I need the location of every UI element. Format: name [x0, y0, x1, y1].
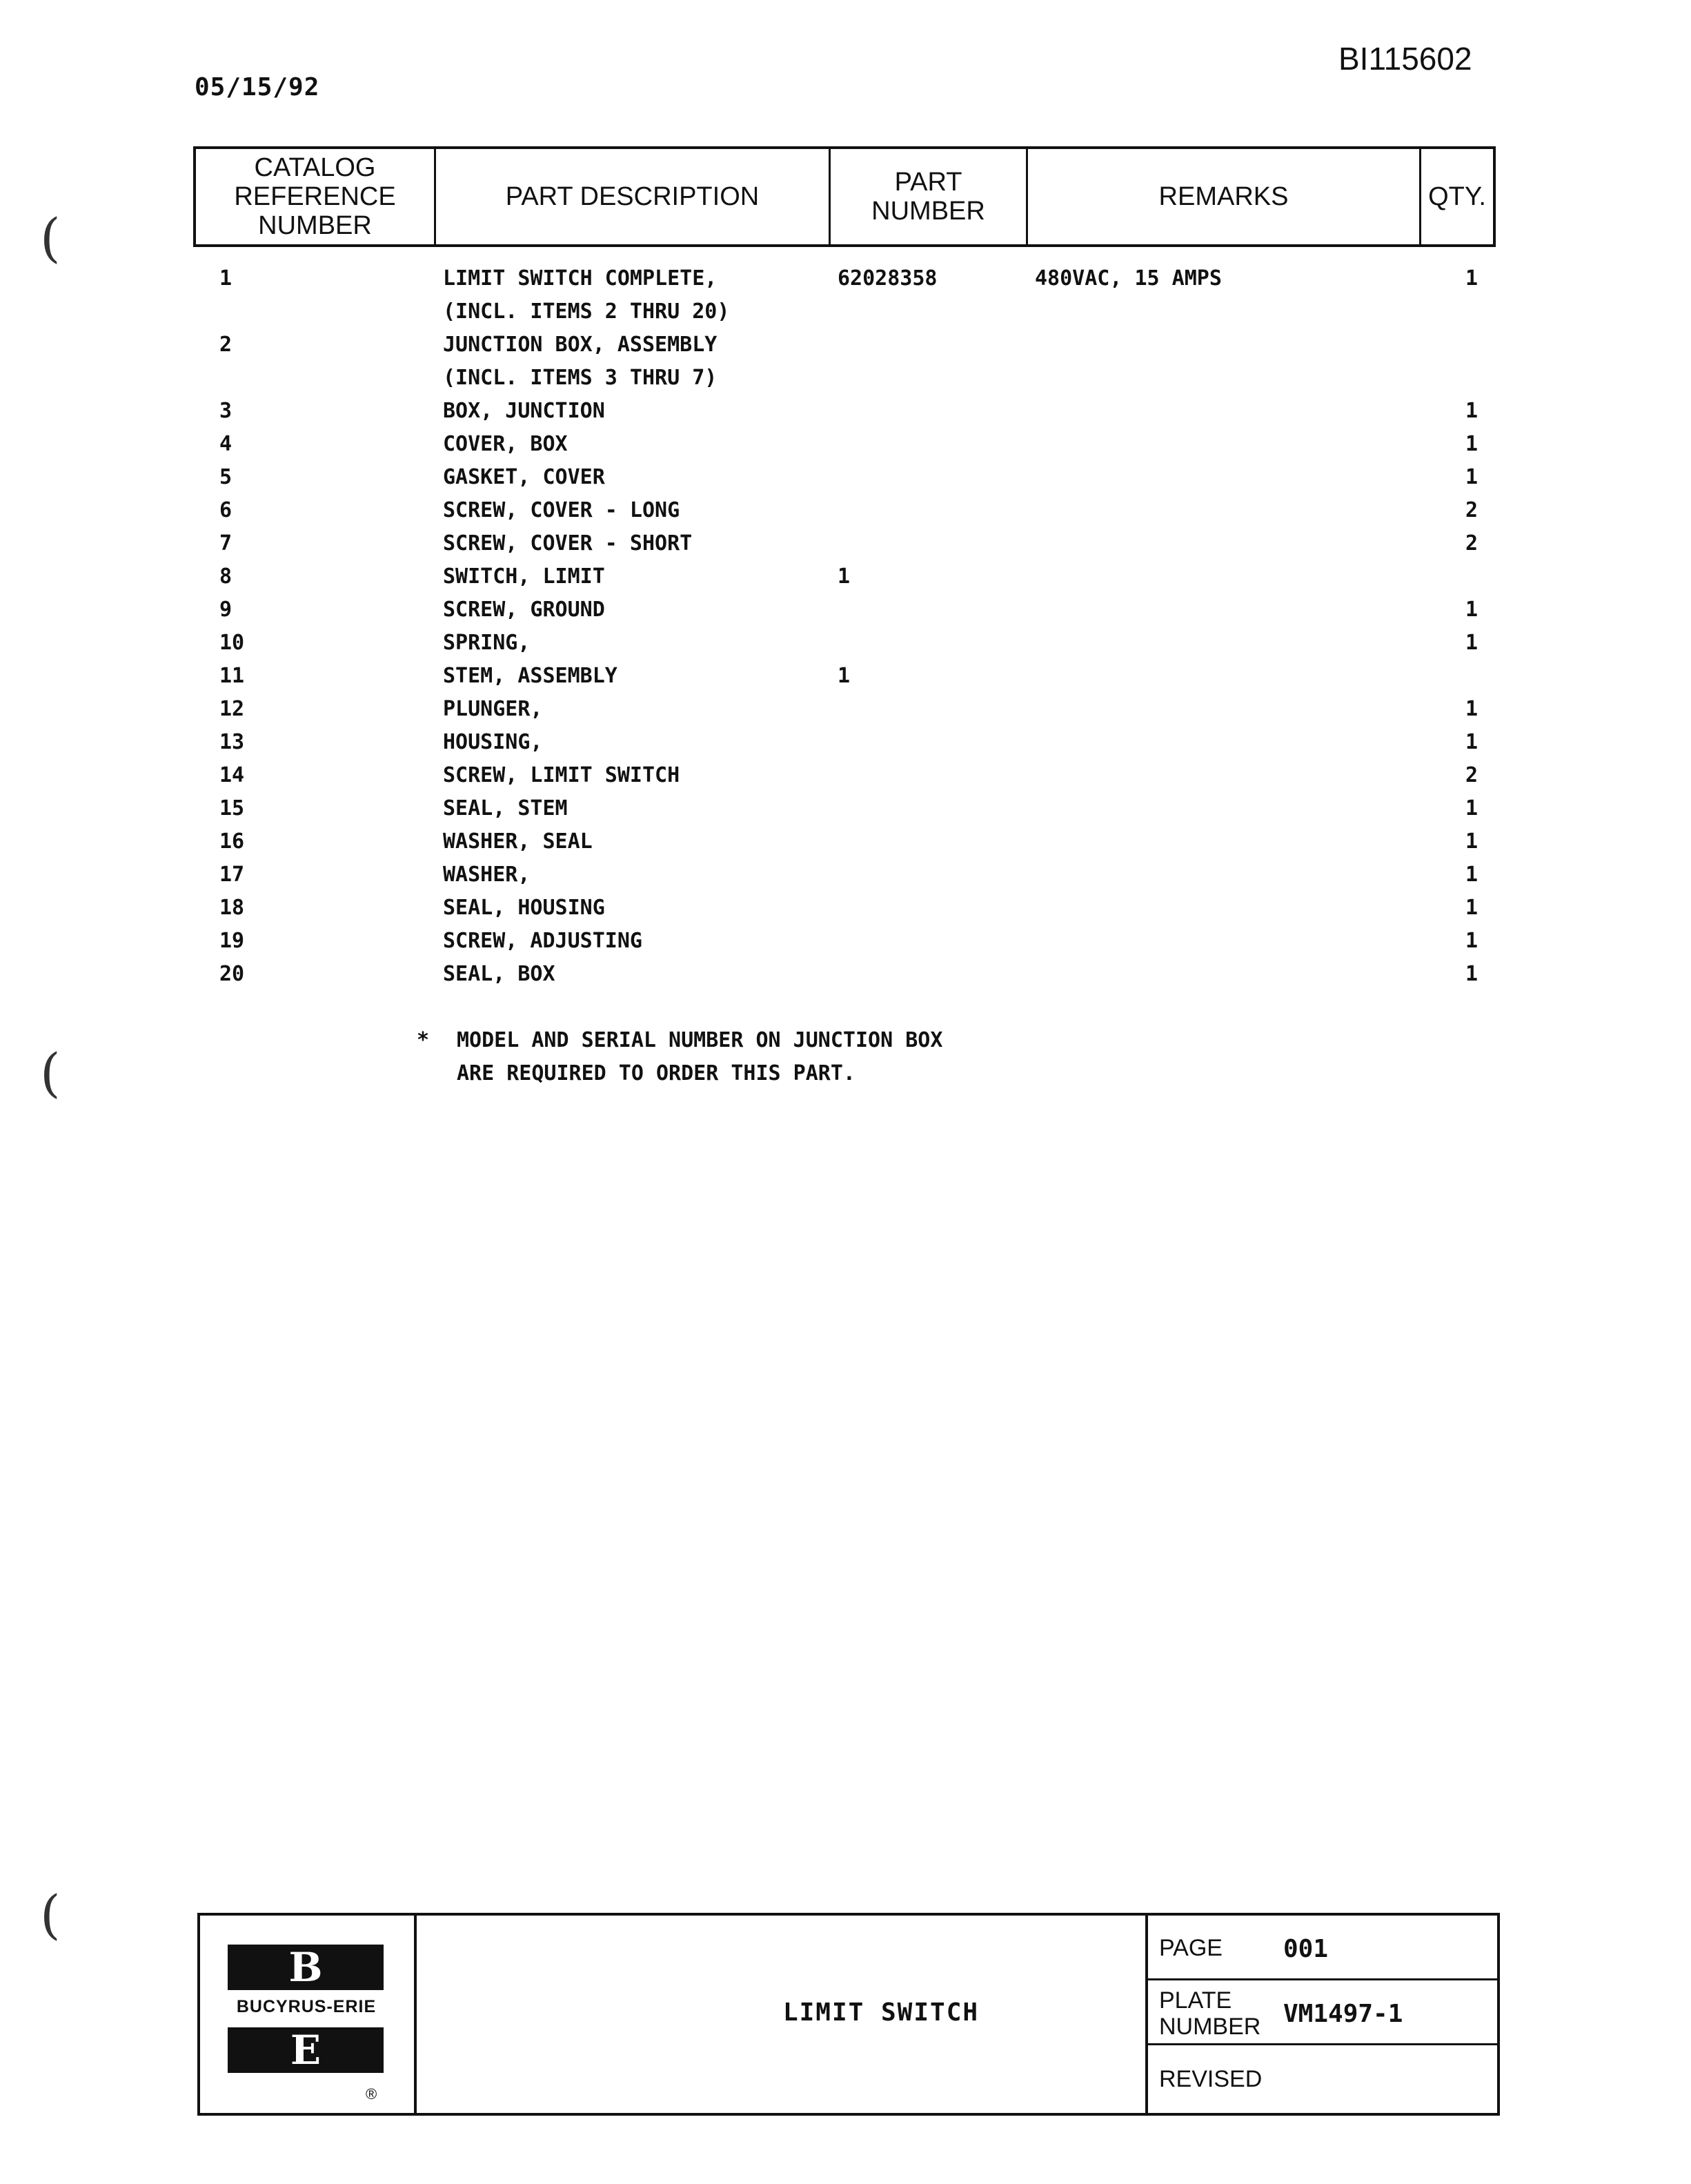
logo-b-mark: B: [228, 1945, 384, 1990]
catalog-reference-number: 1: [219, 266, 233, 291]
catalog-reference-number: 9: [219, 598, 233, 622]
part-description: STEM, ASSEMBLY: [443, 664, 617, 688]
quantity: 1: [1465, 266, 1479, 291]
catalog-reference-number: 7: [219, 531, 233, 555]
part-description: SCREW, COVER - LONG: [443, 498, 680, 522]
quantity: 1: [1465, 896, 1479, 920]
info-cell: [1145, 1916, 1497, 2113]
document-id: BI115602: [1338, 41, 1472, 77]
part-number: 62028358: [838, 266, 938, 291]
table-row: [0, 564, 1691, 598]
table-row: [0, 962, 1691, 995]
page-row: [1148, 1916, 1497, 1980]
catalog-reference-number: 19: [219, 929, 245, 953]
part-description: LIMIT SWITCH COMPLETE,: [443, 266, 718, 291]
catalog-reference-number: 4: [219, 432, 233, 456]
table-row: [0, 498, 1691, 531]
part-description: BOX, JUNCTION: [443, 399, 605, 423]
logo-company-name: BUCYRUS-ERIE: [236, 1997, 377, 2016]
note-line: MODEL AND SERIAL NUMBER ON JUNCTION BOX: [457, 1028, 943, 1052]
catalog-reference-number: 15: [219, 796, 245, 820]
plate-number-row: [1148, 1980, 1497, 2045]
part-description: (INCL. ITEMS 3 THRU 7): [443, 366, 718, 390]
table-row: [0, 366, 1691, 399]
table-row: [0, 796, 1691, 829]
binder-hole-mark: (: [40, 1042, 61, 1103]
part-description: (INCL. ITEMS 2 THRU 20): [443, 299, 730, 324]
quantity: 1: [1465, 598, 1479, 622]
parts-list: [0, 266, 1691, 995]
part-description: SEAL, STEM: [443, 796, 568, 820]
quantity: 1: [1465, 697, 1479, 721]
table-row: [0, 829, 1691, 863]
company-logo: [200, 1916, 417, 2113]
quantity: 1: [1465, 730, 1479, 754]
catalog-reference-number: 14: [219, 763, 245, 787]
ordering-note: [417, 1024, 942, 1090]
part-description: SCREW, ADJUSTING: [443, 929, 642, 953]
quantity: 2: [1465, 498, 1479, 522]
table-row: [0, 763, 1691, 796]
revised-row: [1148, 2045, 1497, 2113]
part-description: SEAL, BOX: [443, 962, 555, 986]
registered-mark: ®: [366, 2085, 377, 2103]
plate-number-value: VM1497-1: [1283, 2000, 1403, 2028]
quantity: 1: [1465, 962, 1479, 986]
title-block: [197, 1913, 1500, 2116]
part-description: PLUNGER,: [443, 697, 543, 721]
catalog-reference-number: 20: [219, 962, 245, 986]
parts-table-header: [193, 146, 1496, 247]
catalog-reference-number: 18: [219, 896, 245, 920]
plate-number-label: PLATE NUMBER: [1159, 1987, 1261, 2040]
catalog-reference-number: 2: [219, 333, 233, 357]
part-number: 1: [838, 564, 851, 589]
quantity: 2: [1465, 531, 1479, 555]
part-description: JUNCTION BOX, ASSEMBLY: [443, 333, 718, 357]
part-description: WASHER,: [443, 863, 531, 887]
remarks: 480VAC, 15 AMPS: [1035, 266, 1222, 291]
catalog-reference-number: 8: [219, 564, 233, 589]
catalog-reference-number: 13: [219, 730, 245, 754]
catalog-reference-number: 3: [219, 399, 233, 423]
page-label: PAGE: [1159, 1935, 1223, 1961]
part-description: HOUSING,: [443, 730, 543, 754]
table-row: [0, 929, 1691, 962]
catalog-reference-number: 10: [219, 631, 245, 655]
catalog-reference-number: 16: [219, 829, 245, 854]
table-row: [0, 531, 1691, 564]
quantity: 1: [1465, 829, 1479, 854]
quantity: 1: [1465, 432, 1479, 456]
header-remarks: REMARKS: [1028, 149, 1421, 244]
note-line: ARE REQUIRED TO ORDER THIS PART.: [457, 1061, 856, 1085]
table-row: [0, 266, 1691, 299]
header-part-description: PART DESCRIPTION: [436, 149, 831, 244]
binder-hole-mark: (: [40, 1884, 61, 1945]
document-date: 05/15/92: [195, 73, 320, 101]
table-row: [0, 631, 1691, 664]
part-description: SCREW, LIMIT SWITCH: [443, 763, 680, 787]
catalog-reference-number: 5: [219, 465, 233, 489]
quantity: 1: [1465, 929, 1479, 953]
part-description: SPRING,: [443, 631, 531, 655]
revised-label: REVISED: [1159, 2066, 1263, 2092]
quantity: 1: [1465, 465, 1479, 489]
table-row: [0, 465, 1691, 498]
catalog-reference-number: 6: [219, 498, 233, 522]
catalog-reference-number: 11: [219, 664, 245, 688]
note-asterisk: *: [417, 1028, 430, 1052]
quantity: 2: [1465, 763, 1479, 787]
part-description: SCREW, COVER - SHORT: [443, 531, 693, 555]
part-description: COVER, BOX: [443, 432, 568, 456]
part-description: SCREW, GROUND: [443, 598, 605, 622]
logo-e-mark: E: [228, 2027, 384, 2073]
catalog-reference-number: 12: [219, 697, 245, 721]
table-row: [0, 896, 1691, 929]
table-row: [0, 598, 1691, 631]
part-description: GASKET, COVER: [443, 465, 605, 489]
table-row: [0, 299, 1691, 333]
part-description: SEAL, HOUSING: [443, 896, 605, 920]
table-row: [0, 863, 1691, 896]
part-description: SWITCH, LIMIT: [443, 564, 605, 589]
binder-hole-mark: (: [40, 207, 61, 268]
header-catalog-reference: CATALOG REFERENCE NUMBER: [196, 149, 436, 244]
part-number: 1: [838, 664, 851, 688]
quantity: 1: [1465, 796, 1479, 820]
header-part-number: PART NUMBER: [831, 149, 1028, 244]
header-qty: QTY.: [1428, 182, 1486, 211]
table-row: [0, 399, 1691, 432]
table-row: [0, 664, 1691, 697]
table-row: [0, 432, 1691, 465]
catalog-reference-number: 17: [219, 863, 245, 887]
part-description: WASHER, SEAL: [443, 829, 593, 854]
table-row: [0, 333, 1691, 366]
drawing-title: LIMIT SWITCH: [782, 1998, 980, 2027]
quantity: 1: [1465, 399, 1479, 423]
quantity: 1: [1465, 631, 1479, 655]
quantity: 1: [1465, 863, 1479, 887]
table-row: [0, 730, 1691, 763]
table-row: [0, 697, 1691, 730]
page-value: 001: [1283, 1935, 1329, 1963]
